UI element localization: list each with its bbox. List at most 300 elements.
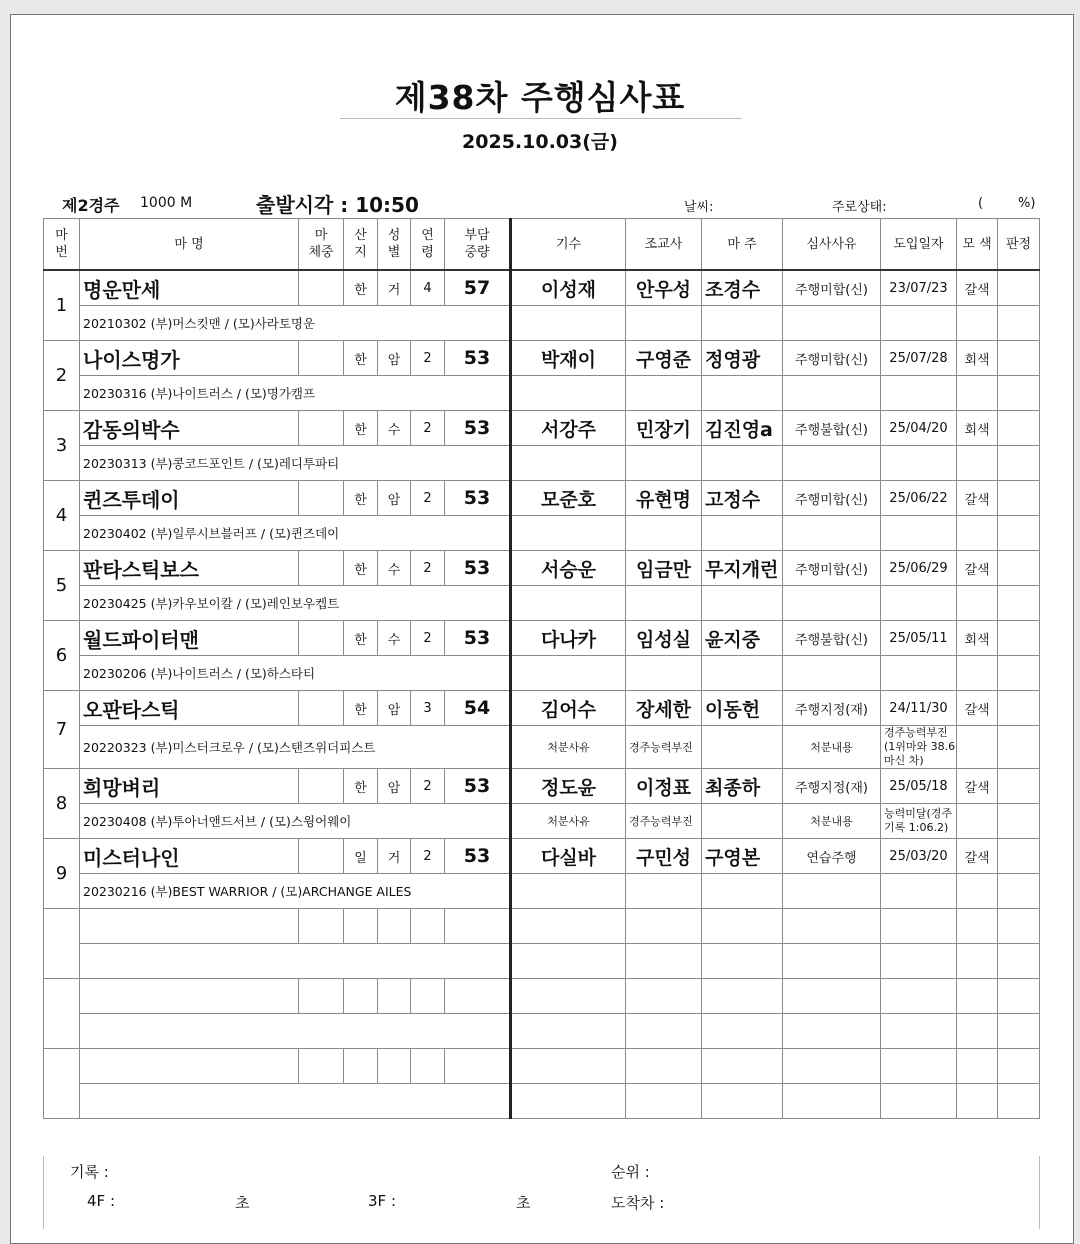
disposal-content bbox=[881, 376, 957, 411]
horse-name: 명운만세 bbox=[80, 270, 299, 306]
disposal-content-label bbox=[783, 446, 881, 481]
review-reason: 주행지정(재) bbox=[783, 691, 881, 726]
horse-weight bbox=[299, 621, 344, 656]
footer-box bbox=[43, 1156, 1040, 1229]
col-name-label: 마 명 bbox=[174, 236, 204, 252]
horse-pedigree: 20210302 (부)머스킷맨 / (모)사라토명운 bbox=[80, 306, 511, 341]
disposal-reason bbox=[626, 376, 702, 411]
disposal-reason bbox=[626, 1084, 702, 1119]
import-date: 25/06/22 bbox=[881, 481, 957, 516]
disposal-content bbox=[881, 1084, 957, 1119]
col-age bbox=[411, 219, 445, 271]
jockey-name bbox=[511, 1049, 626, 1084]
disposal-reason-label bbox=[511, 1084, 626, 1119]
horse-age: 4 bbox=[411, 270, 445, 306]
disposal-content bbox=[881, 656, 957, 691]
detail-color-empty bbox=[957, 1014, 998, 1049]
detail-empty bbox=[702, 1014, 783, 1049]
horse-burden: 53 bbox=[445, 341, 511, 376]
horse-origin bbox=[344, 909, 378, 944]
owner-name: 최종하 bbox=[702, 769, 783, 804]
disposal-reason-label bbox=[511, 586, 626, 621]
horse-name: 판타스틱보스 bbox=[80, 551, 299, 586]
disposal-content: 경주능력부진(1위마와 38.6마신 차) bbox=[881, 726, 957, 769]
judgement bbox=[998, 1049, 1040, 1084]
detail-color-empty bbox=[957, 376, 998, 411]
review-reason bbox=[783, 909, 881, 944]
detail-judge-empty bbox=[998, 874, 1040, 909]
col-no bbox=[44, 219, 80, 271]
trainer-name: 임성실 bbox=[626, 621, 702, 656]
disposal-reason bbox=[626, 944, 702, 979]
horse-sex: 거 bbox=[378, 839, 411, 874]
disposal-reason bbox=[626, 586, 702, 621]
table-row-detail bbox=[44, 376, 1040, 411]
horse-age bbox=[411, 1049, 445, 1084]
horse-origin: 한 bbox=[344, 691, 378, 726]
disposal-content-label bbox=[783, 656, 881, 691]
horse-number bbox=[44, 909, 80, 979]
detail-color-empty bbox=[957, 726, 998, 769]
disposal-content-label bbox=[783, 586, 881, 621]
table-row-detail bbox=[44, 446, 1040, 481]
col-jockey-label: 기수 bbox=[555, 236, 582, 252]
detail-empty bbox=[702, 376, 783, 411]
horse-number: 7 bbox=[44, 691, 80, 769]
judgement bbox=[998, 621, 1040, 656]
coat-color bbox=[957, 979, 998, 1014]
race-number: 제2경주 bbox=[62, 196, 120, 215]
horse-name: 퀸즈투데이 bbox=[80, 481, 299, 516]
horse-weight bbox=[299, 769, 344, 804]
horse-age: 2 bbox=[411, 769, 445, 804]
coat-color: 갈색 bbox=[957, 839, 998, 874]
horse-burden: 54 bbox=[445, 691, 511, 726]
jockey-name bbox=[511, 979, 626, 1014]
disposal-content-label: 처분내용 bbox=[783, 804, 881, 839]
table-row-detail bbox=[44, 586, 1040, 621]
review-reason: 주행지정(재) bbox=[783, 769, 881, 804]
horse-pedigree: 20230402 (부)일루시브블러프 / (모)퀸즈데이 bbox=[80, 516, 511, 551]
detail-judge-empty bbox=[998, 1014, 1040, 1049]
horse-origin: 한 bbox=[344, 411, 378, 446]
import-date: 25/06/29 bbox=[881, 551, 957, 586]
horse-weight bbox=[299, 1049, 344, 1084]
horse-name bbox=[80, 1049, 299, 1084]
judgement bbox=[998, 551, 1040, 586]
owner-name: 고정수 bbox=[702, 481, 783, 516]
disposal-reason-label bbox=[511, 376, 626, 411]
disposal-content-label bbox=[783, 944, 881, 979]
table-row-detail bbox=[44, 1014, 1040, 1049]
horse-name: 감동의박수 bbox=[80, 411, 299, 446]
jockey-name: 정도윤 bbox=[511, 769, 626, 804]
judgement bbox=[998, 909, 1040, 944]
horse-pedigree: 20220323 (부)미스터크로우 / (모)스탠즈위더피스트 bbox=[80, 726, 511, 769]
detail-empty bbox=[702, 656, 783, 691]
trainer-name bbox=[626, 909, 702, 944]
disposal-content bbox=[881, 516, 957, 551]
disposal-content bbox=[881, 586, 957, 621]
owner-name bbox=[702, 1049, 783, 1084]
disposal-reason-label bbox=[511, 944, 626, 979]
horse-age: 2 bbox=[411, 341, 445, 376]
horse-pedigree: 20230408 (부)투아너앤드서브 / (모)스윙어웨이 bbox=[80, 804, 511, 839]
trainer-name bbox=[626, 979, 702, 1014]
table-row-detail bbox=[44, 306, 1040, 341]
owner-name: 조경수 bbox=[702, 270, 783, 306]
detail-color-empty bbox=[957, 586, 998, 621]
horse-number: 5 bbox=[44, 551, 80, 621]
judgement bbox=[998, 270, 1040, 306]
table-row-detail bbox=[44, 656, 1040, 691]
horse-burden: 53 bbox=[445, 551, 511, 586]
horse-weight bbox=[299, 411, 344, 446]
horse-pedigree bbox=[80, 1084, 511, 1119]
disposal-content-label bbox=[783, 306, 881, 341]
import-date: 25/07/28 bbox=[881, 341, 957, 376]
jockey-name bbox=[511, 909, 626, 944]
judgement bbox=[998, 839, 1040, 874]
weather-label: 날씨: bbox=[684, 200, 714, 215]
jockey-name: 이성재 bbox=[511, 270, 626, 306]
disposal-content bbox=[881, 1014, 957, 1049]
table-row bbox=[44, 979, 1040, 1014]
review-table bbox=[43, 218, 1040, 1119]
horse-pedigree bbox=[80, 944, 511, 979]
detail-empty bbox=[702, 874, 783, 909]
detail-judge-empty bbox=[998, 944, 1040, 979]
horse-age: 2 bbox=[411, 839, 445, 874]
table-row-detail bbox=[44, 874, 1040, 909]
owner-name: 윤지중 bbox=[702, 621, 783, 656]
owner-name: 구영본 bbox=[702, 839, 783, 874]
detail-empty bbox=[702, 726, 783, 769]
horse-origin bbox=[344, 979, 378, 1014]
disposal-reason-label: 처분사유 bbox=[511, 726, 626, 769]
disposal-reason bbox=[626, 516, 702, 551]
table-row-detail bbox=[44, 1084, 1040, 1119]
horse-number bbox=[44, 979, 80, 1049]
trainer-name: 이정표 bbox=[626, 769, 702, 804]
horse-age: 2 bbox=[411, 481, 445, 516]
review-reason bbox=[783, 1049, 881, 1084]
horse-burden: 53 bbox=[445, 411, 511, 446]
horse-sex: 거 bbox=[378, 270, 411, 306]
disposal-reason-label bbox=[511, 656, 626, 691]
start-time: 출발시각 : 10:50 bbox=[256, 193, 419, 217]
detail-color-empty bbox=[957, 1084, 998, 1119]
review-reason: 주행불합(신) bbox=[783, 621, 881, 656]
horse-pedigree: 20230216 (부)BEST WARRIOR / (모)ARCHANGE AILES bbox=[80, 874, 511, 909]
horse-age bbox=[411, 979, 445, 1014]
detail-judge-empty bbox=[998, 1084, 1040, 1119]
import-date: 25/03/20 bbox=[881, 839, 957, 874]
owner-name bbox=[702, 979, 783, 1014]
col-sex bbox=[378, 219, 411, 271]
detail-color-empty bbox=[957, 516, 998, 551]
import-date: 23/07/23 bbox=[881, 270, 957, 306]
coat-color bbox=[957, 1049, 998, 1084]
detail-empty bbox=[702, 944, 783, 979]
col-no-label: 마 번 bbox=[55, 228, 68, 260]
col-reason-label: 심사사유 bbox=[806, 236, 857, 252]
horse-sex bbox=[378, 909, 411, 944]
review-reason: 주행불합(신) bbox=[783, 411, 881, 446]
detail-color-empty bbox=[957, 874, 998, 909]
disposal-reason-label bbox=[511, 516, 626, 551]
disposal-content bbox=[881, 446, 957, 481]
horse-name bbox=[80, 909, 299, 944]
horse-burden: 53 bbox=[445, 621, 511, 656]
3f-label: 3F : bbox=[368, 1192, 396, 1210]
col-age-label: 연 령 bbox=[421, 228, 434, 260]
horse-weight bbox=[299, 481, 344, 516]
coat-color bbox=[957, 909, 998, 944]
col-reason bbox=[783, 219, 881, 271]
import-date: 25/05/11 bbox=[881, 621, 957, 656]
horse-burden: 53 bbox=[445, 481, 511, 516]
page-title: 제38차 주행심사표 bbox=[394, 78, 686, 117]
jockey-name: 서강주 bbox=[511, 411, 626, 446]
coat-color: 갈색 bbox=[957, 691, 998, 726]
disposal-content-label bbox=[783, 1084, 881, 1119]
horse-number bbox=[44, 1049, 80, 1119]
disposal-content: 능력미달(경주기록 1:06.2) bbox=[881, 804, 957, 839]
detail-empty bbox=[702, 446, 783, 481]
jockey-name: 김어수 bbox=[511, 691, 626, 726]
import-date: 25/04/20 bbox=[881, 411, 957, 446]
trainer-name: 구민성 bbox=[626, 839, 702, 874]
horse-number: 6 bbox=[44, 621, 80, 691]
horse-number: 9 bbox=[44, 839, 80, 909]
disposal-reason bbox=[626, 306, 702, 341]
owner-name: 이동헌 bbox=[702, 691, 783, 726]
col-burden-label: 부담 중량 bbox=[464, 228, 490, 260]
coat-color: 회색 bbox=[957, 411, 998, 446]
table-row bbox=[44, 621, 1040, 656]
disposal-reason-label bbox=[511, 1014, 626, 1049]
disposal-content bbox=[881, 944, 957, 979]
horse-origin: 한 bbox=[344, 621, 378, 656]
disposal-reason bbox=[626, 656, 702, 691]
race-distance: 1000 M bbox=[140, 195, 193, 211]
disposal-reason: 경주능력부진 bbox=[626, 804, 702, 839]
detail-judge-empty bbox=[998, 656, 1040, 691]
4f-label: 4F : bbox=[87, 1192, 115, 1210]
disposal-content-label: 처분내용 bbox=[783, 726, 881, 769]
coat-color: 갈색 bbox=[957, 551, 998, 586]
table-row bbox=[44, 411, 1040, 446]
detail-empty bbox=[702, 1084, 783, 1119]
horse-name: 오판타스틱 bbox=[80, 691, 299, 726]
horse-name: 희망벼리 bbox=[80, 769, 299, 804]
col-color-label: 모 색 bbox=[962, 236, 992, 252]
coat-color: 회색 bbox=[957, 621, 998, 656]
table-row bbox=[44, 769, 1040, 804]
table-row bbox=[44, 909, 1040, 944]
col-weight-label: 마 체중 bbox=[308, 228, 334, 260]
horse-burden: 53 bbox=[445, 839, 511, 874]
detail-empty bbox=[702, 804, 783, 839]
jockey-name: 다실바 bbox=[511, 839, 626, 874]
detail-color-empty bbox=[957, 306, 998, 341]
disposal-reason: 경주능력부진 bbox=[626, 726, 702, 769]
col-import-date-label: 도입일자 bbox=[893, 236, 944, 252]
horse-weight bbox=[299, 341, 344, 376]
4f-seconds-unit: 초 bbox=[235, 1194, 250, 1212]
table-row bbox=[44, 691, 1040, 726]
col-judge-label: 판정 bbox=[1005, 236, 1032, 252]
disposal-content-label bbox=[783, 1014, 881, 1049]
detail-color-empty bbox=[957, 944, 998, 979]
table-row-detail bbox=[44, 944, 1040, 979]
coat-color: 회색 bbox=[957, 341, 998, 376]
horse-sex: 암 bbox=[378, 481, 411, 516]
col-jockey bbox=[511, 219, 626, 271]
horse-sex bbox=[378, 979, 411, 1014]
col-name bbox=[80, 219, 299, 271]
table-row bbox=[44, 481, 1040, 516]
record-label: 기록 : bbox=[70, 1163, 109, 1181]
disposal-reason bbox=[626, 1014, 702, 1049]
horse-age: 3 bbox=[411, 691, 445, 726]
trainer-name: 안우성 bbox=[626, 270, 702, 306]
import-date: 25/05/18 bbox=[881, 769, 957, 804]
owner-name: 김진영a bbox=[702, 411, 783, 446]
review-reason bbox=[783, 979, 881, 1014]
jockey-name: 다나카 bbox=[511, 621, 626, 656]
arrival-diff-label: 도착차 : bbox=[611, 1194, 665, 1212]
horse-pedigree: 20230206 (부)나이트러스 / (모)하스타티 bbox=[80, 656, 511, 691]
detail-empty bbox=[702, 306, 783, 341]
disposal-reason-label bbox=[511, 446, 626, 481]
horse-name: 월드파이터맨 bbox=[80, 621, 299, 656]
review-reason: 주행미합(신) bbox=[783, 270, 881, 306]
col-trainer-label: 조교사 bbox=[644, 236, 683, 252]
detail-judge-empty bbox=[998, 726, 1040, 769]
horse-origin: 한 bbox=[344, 341, 378, 376]
horse-sex: 수 bbox=[378, 621, 411, 656]
horse-weight bbox=[299, 909, 344, 944]
import-date bbox=[881, 1049, 957, 1084]
col-judge bbox=[998, 219, 1040, 271]
horse-age: 2 bbox=[411, 551, 445, 586]
disposal-reason-label: 처분사유 bbox=[511, 804, 626, 839]
horse-number: 8 bbox=[44, 769, 80, 839]
detail-empty bbox=[702, 586, 783, 621]
import-date bbox=[881, 909, 957, 944]
3f-seconds-unit: 초 bbox=[516, 1194, 531, 1212]
percent-open: ( bbox=[978, 196, 984, 211]
horse-sex: 암 bbox=[378, 769, 411, 804]
disposal-reason-label bbox=[511, 874, 626, 909]
col-origin bbox=[344, 219, 378, 271]
horse-origin bbox=[344, 1049, 378, 1084]
disposal-reason bbox=[626, 446, 702, 481]
trainer-name bbox=[626, 1049, 702, 1084]
title-divider bbox=[340, 118, 742, 119]
detail-judge-empty bbox=[998, 376, 1040, 411]
disposal-content-label bbox=[783, 376, 881, 411]
race-date: 2025.10.03(금) bbox=[462, 131, 618, 153]
table-row-detail bbox=[44, 726, 1040, 769]
judgement bbox=[998, 411, 1040, 446]
trainer-name: 구영준 bbox=[626, 341, 702, 376]
horse-number: 3 bbox=[44, 411, 80, 481]
import-date bbox=[881, 979, 957, 1014]
horse-origin: 한 bbox=[344, 551, 378, 586]
table-row bbox=[44, 341, 1040, 376]
horse-pedigree: 20230425 (부)카우보이칼 / (모)레인보우켑트 bbox=[80, 586, 511, 621]
horse-age: 2 bbox=[411, 621, 445, 656]
horse-burden: 53 bbox=[445, 769, 511, 804]
rank-label: 순위 : bbox=[611, 1163, 650, 1181]
jockey-name: 서승운 bbox=[511, 551, 626, 586]
horse-weight bbox=[299, 691, 344, 726]
horse-sex: 수 bbox=[378, 551, 411, 586]
disposal-content-label bbox=[783, 516, 881, 551]
disposal-content-label bbox=[783, 874, 881, 909]
review-reason: 주행미합(신) bbox=[783, 481, 881, 516]
detail-judge-empty bbox=[998, 306, 1040, 341]
disposal-reason bbox=[626, 874, 702, 909]
review-reason: 연습주행 bbox=[783, 839, 881, 874]
horse-origin: 한 bbox=[344, 769, 378, 804]
owner-name bbox=[702, 909, 783, 944]
jockey-name: 박재이 bbox=[511, 341, 626, 376]
owner-name: 무지개런 bbox=[702, 551, 783, 586]
coat-color: 갈색 bbox=[957, 270, 998, 306]
judgement bbox=[998, 769, 1040, 804]
table-row-detail bbox=[44, 516, 1040, 551]
horse-sex bbox=[378, 1049, 411, 1084]
table-row bbox=[44, 270, 1040, 306]
col-trainer bbox=[626, 219, 702, 271]
owner-name: 정영광 bbox=[702, 341, 783, 376]
disposal-content bbox=[881, 874, 957, 909]
disposal-reason-label bbox=[511, 306, 626, 341]
table-row bbox=[44, 839, 1040, 874]
detail-color-empty bbox=[957, 656, 998, 691]
judgement bbox=[998, 481, 1040, 516]
detail-judge-empty bbox=[998, 446, 1040, 481]
horse-origin: 일 bbox=[344, 839, 378, 874]
col-import-date bbox=[881, 219, 957, 271]
col-burden bbox=[445, 219, 511, 271]
detail-color-empty bbox=[957, 804, 998, 839]
import-date: 24/11/30 bbox=[881, 691, 957, 726]
horse-pedigree: 20230316 (부)나이트러스 / (모)명가캠프 bbox=[80, 376, 511, 411]
table-row bbox=[44, 551, 1040, 586]
horse-burden bbox=[445, 979, 511, 1014]
horse-number: 4 bbox=[44, 481, 80, 551]
horse-weight bbox=[299, 270, 344, 306]
disposal-content bbox=[881, 306, 957, 341]
judgement bbox=[998, 691, 1040, 726]
table-row-detail bbox=[44, 804, 1040, 839]
horse-weight bbox=[299, 551, 344, 586]
horse-name bbox=[80, 979, 299, 1014]
horse-sex: 암 bbox=[378, 691, 411, 726]
horse-pedigree bbox=[80, 1014, 511, 1049]
trainer-name: 민장기 bbox=[626, 411, 702, 446]
review-reason: 주행미합(신) bbox=[783, 341, 881, 376]
horse-number: 1 bbox=[44, 270, 80, 341]
col-owner bbox=[702, 219, 783, 271]
horse-name: 나이스명가 bbox=[80, 341, 299, 376]
horse-sex: 암 bbox=[378, 341, 411, 376]
